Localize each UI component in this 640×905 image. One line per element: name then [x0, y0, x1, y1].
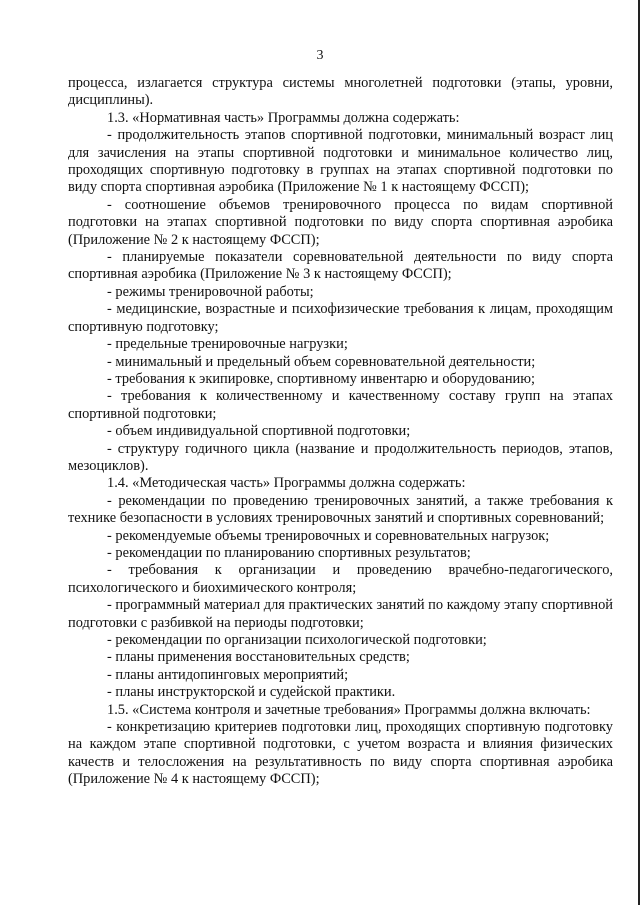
paragraph: - структуру годичного цикла (название и продолжительность периодов, этапов, мезоциклов). — [68, 440, 613, 474]
paragraph: - требования к экипировке, спортивному инвентарю и оборудованию; — [107, 370, 535, 387]
paragraph: - программный материал для практических занятий по каждому этапу спортивной подготовки с разбивкой на периоды подготовки; — [68, 597, 613, 631]
paragraph: - планы антидопинговых мероприятий; — [107, 666, 349, 683]
paragraph: - планы применения восстановительных средств; — [107, 649, 410, 666]
paragraph: - режимы тренировочной работы; — [107, 283, 314, 300]
paragraph: - рекомендации по проведению тренировочных занятий, а также требования к технике безопасности в условиях тренировочных занятий и спортивных соревнований; — [68, 492, 613, 527]
paragraph: - минимальный и предельный объем соревновательной деятельности; — [107, 353, 536, 370]
paragraph: - конкретизацию критериев подготовки лиц, проходящих спортивную подготовку на каждом этапе спортивной подготовки, с учетом возраста и влияния физических качеств и телосложения на результативность по виду спорта спортивная аэробика (Приложение № 4 к настоящему ФССП); — [68, 719, 613, 788]
paragraph: - требования к количественному и качественному составу групп на этапах спортивной подготовки; — [68, 388, 613, 422]
paragraph: 1.4. «Методическая часть» Программы должна содержать: — [107, 475, 466, 492]
document-body — [68, 75, 613, 789]
paragraph: - рекомендуемые объемы тренировочных и соревновательных нагрузок; — [107, 527, 550, 544]
paragraph: - планы инструкторской и судейской практики. — [107, 684, 396, 701]
paragraph: - требования к организации и проведению врачебно-педагогического, психологического и биохимического контроля; — [68, 562, 613, 596]
paragraph: процесса, излагается структура системы многолетней подготовки (этапы, уровни, дисциплины). — [68, 75, 613, 109]
paragraph: - соотношение объемов тренировочного процесса по видам спортивной подготовки на этапах спортивной подготовки по виду спорта спортивная аэробика (Приложение № 2 к настоящему ФССП); — [68, 196, 613, 248]
paragraph: - предельные тренировочные нагрузки; — [107, 336, 348, 353]
paragraph: - объем индивидуальной спортивной подготовки; — [107, 423, 411, 440]
paragraph: 1.3. «Нормативная часть» Программы должна содержать: — [107, 109, 460, 126]
page-number: 3 — [316, 48, 324, 63]
paragraph: 1.5. «Система контроля и зачетные требования» Программы должна включать: — [107, 701, 591, 718]
paragraph: - медицинские, возрастные и психофизические требования к лицам, проходящим спортивную подготовку; — [68, 301, 613, 335]
paragraph: - продолжительность этапов спортивной подготовки, минимальный возраст лиц для зачисления на этапы спортивной подготовки и минимальное количество лиц, проходящих спортивную подготовку в группах на этапах спортивной подготовки по виду спорта спортивная аэробика (Приложение № 1 к настоящему ФССП); — [68, 127, 613, 196]
paragraph: - рекомендации по организации психологической подготовки; — [107, 632, 487, 648]
paragraph: - рекомендации по планированию спортивных результатов; — [107, 544, 471, 561]
paragraph: - планируемые показатели соревновательной деятельности по виду спорта спортивная аэробика (Приложение № 3 к настоящему ФССП); — [68, 249, 613, 283]
